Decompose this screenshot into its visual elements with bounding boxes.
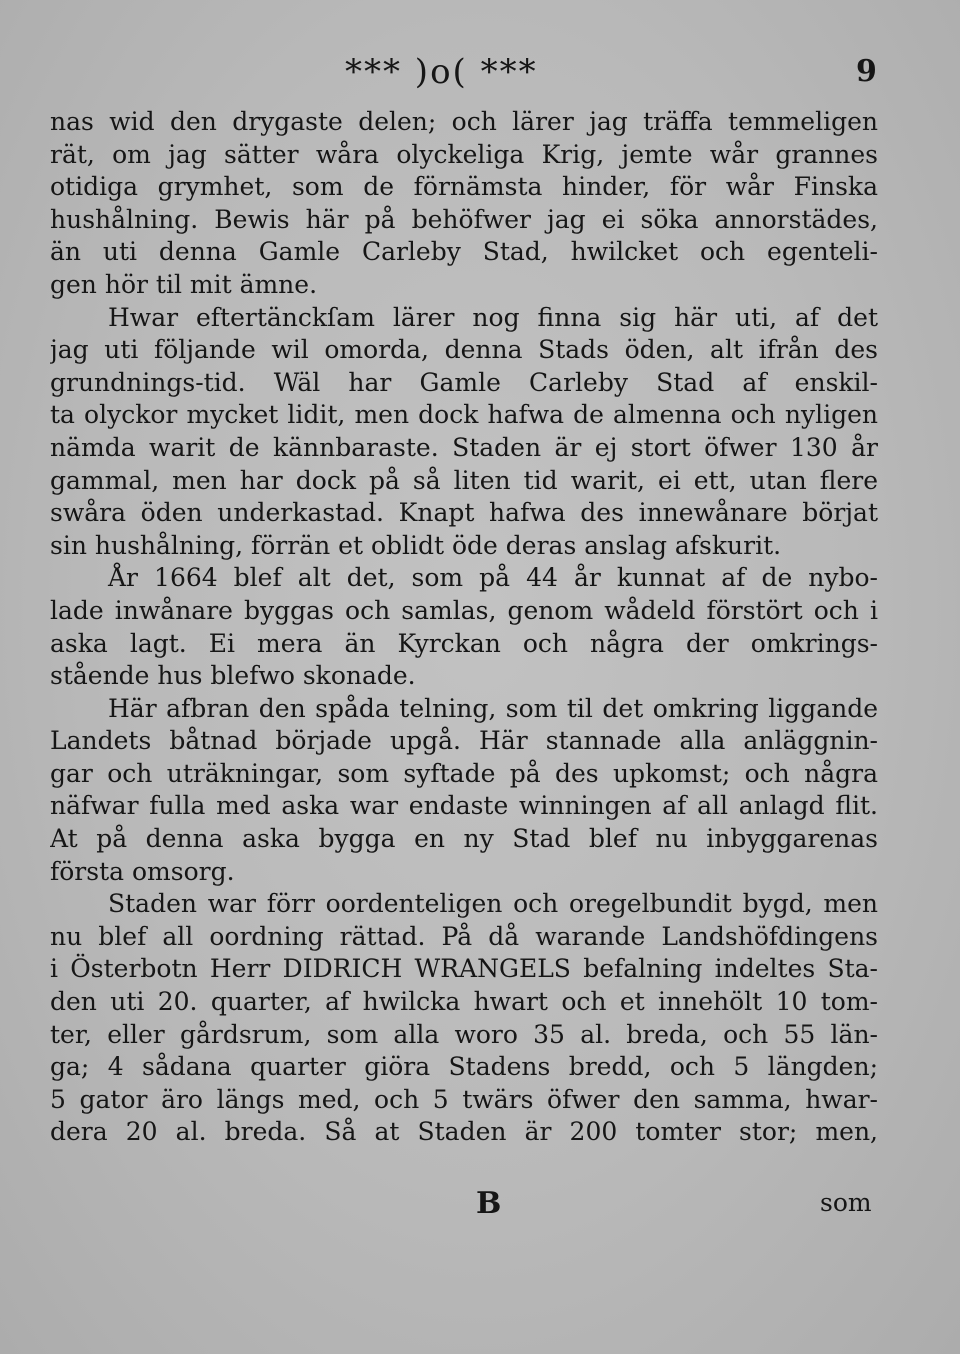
text-line: nu blef all oordning rättad. På då warande Landshöfdingens (50, 921, 878, 951)
text-line: gammal, men har dock på så liten tid warit, ei ett, utan flere (50, 465, 878, 495)
text-line: i Österbotn Herr DIDRICH WRANGELS befalning indeltes Sta- (50, 954, 878, 984)
text-line: första omsorg. (50, 856, 235, 886)
text-line: den uti 20. quarter, af hwilcka hwart och et innehölt 10 tom- (50, 987, 878, 1017)
paragraph-start-line: År 1664 blef alt det, som på 44 år kunnat af de nybo- (108, 563, 878, 593)
text-line: Landets båtnad började upgå. Här stannade alla anläggnin- (50, 726, 878, 756)
text-line: nämda warit de kännbaraste. Staden är ej stort öfwer 130 år (50, 432, 878, 462)
text-line: än uti denna Gamle Carleby Stad, hwilcket och egenteli- (50, 237, 878, 267)
paragraph-start-line: Här afbran den spåda telning, som til det omkring liggande (108, 693, 878, 723)
text-line: hushålning. Bewis här på behöfwer jag ei söka annorstädes, (50, 204, 878, 234)
text-line: lade inwånare byggas och samlas, genom wådeld förstört och i (50, 595, 878, 625)
text-line: otidiga grymhet, som de förnämsta hinder, för wår Finska (50, 172, 878, 202)
text-line: jag uti följande wil omorda, denna Stads öden, alt ifrån des (50, 335, 878, 365)
text-line: grundnings-tid. Wäl har Gamle Carleby Stad af enskil- (50, 367, 878, 397)
text-line: sin hushålning, förrän et oblidt öde deras anslag afskurit. (50, 530, 782, 560)
catchword: som (820, 1188, 872, 1217)
paragraph-start-line: Hwar eftertänckſam lärer nog finna sig här uti, af det (108, 302, 878, 332)
text-line: dera 20 al. breda. Så at Staden är 200 tomter stor; men, (50, 1117, 878, 1147)
signature-mark: B (476, 1186, 502, 1221)
text-line: swåra öden underkastad. Knapt hafwa des innewånare börjat (50, 498, 878, 528)
text-line: At på denna aska bygga en ny Stad blef nu inbyggarenas (50, 824, 878, 854)
text-line: näfwar fulla med aska war endaste winningen af all anlagd flit. (50, 791, 878, 821)
text-line: stående hus blefwo skonade. (50, 661, 416, 691)
text-line: aska lagt. Ei mera än Kyrckan och några der omkrings- (50, 628, 878, 658)
text-line: ta olyckor mycket lidit, men dock hafwa de almenna och nyligen (50, 400, 878, 430)
text-line: gen hör til mit ämne. (50, 269, 318, 299)
text-line: 5 gator äro längs med, och 5 twärs öfwer den samma, hwar- (50, 1084, 878, 1114)
page-header (0, 50, 960, 100)
text-line: ga; 4 sådana quarter giöra Stadens bredd, och 5 längden; (50, 1052, 878, 1082)
paragraph-start-line: Staden war förr oordenteligen och oregelbundit bygd, men (108, 889, 878, 919)
body-text (50, 106, 878, 1149)
text-line: rät, om jag sätter wåra olyckeliga Krig, jemte wår grannes (50, 139, 878, 169)
text-line: gar och uträkningar, som syftade på des upkomst; och några (50, 758, 878, 788)
text-line: ter, eller gårdsrum, som alla woro 35 al. breda, och 55 län- (50, 1019, 878, 1049)
page-footer (0, 1186, 960, 1226)
text-line: nas wid den drygaste delen; och lärer jag träffa temmeligen (50, 107, 878, 136)
page-number: 9 (856, 54, 877, 89)
header-ornament: *** )o( *** (345, 52, 538, 92)
